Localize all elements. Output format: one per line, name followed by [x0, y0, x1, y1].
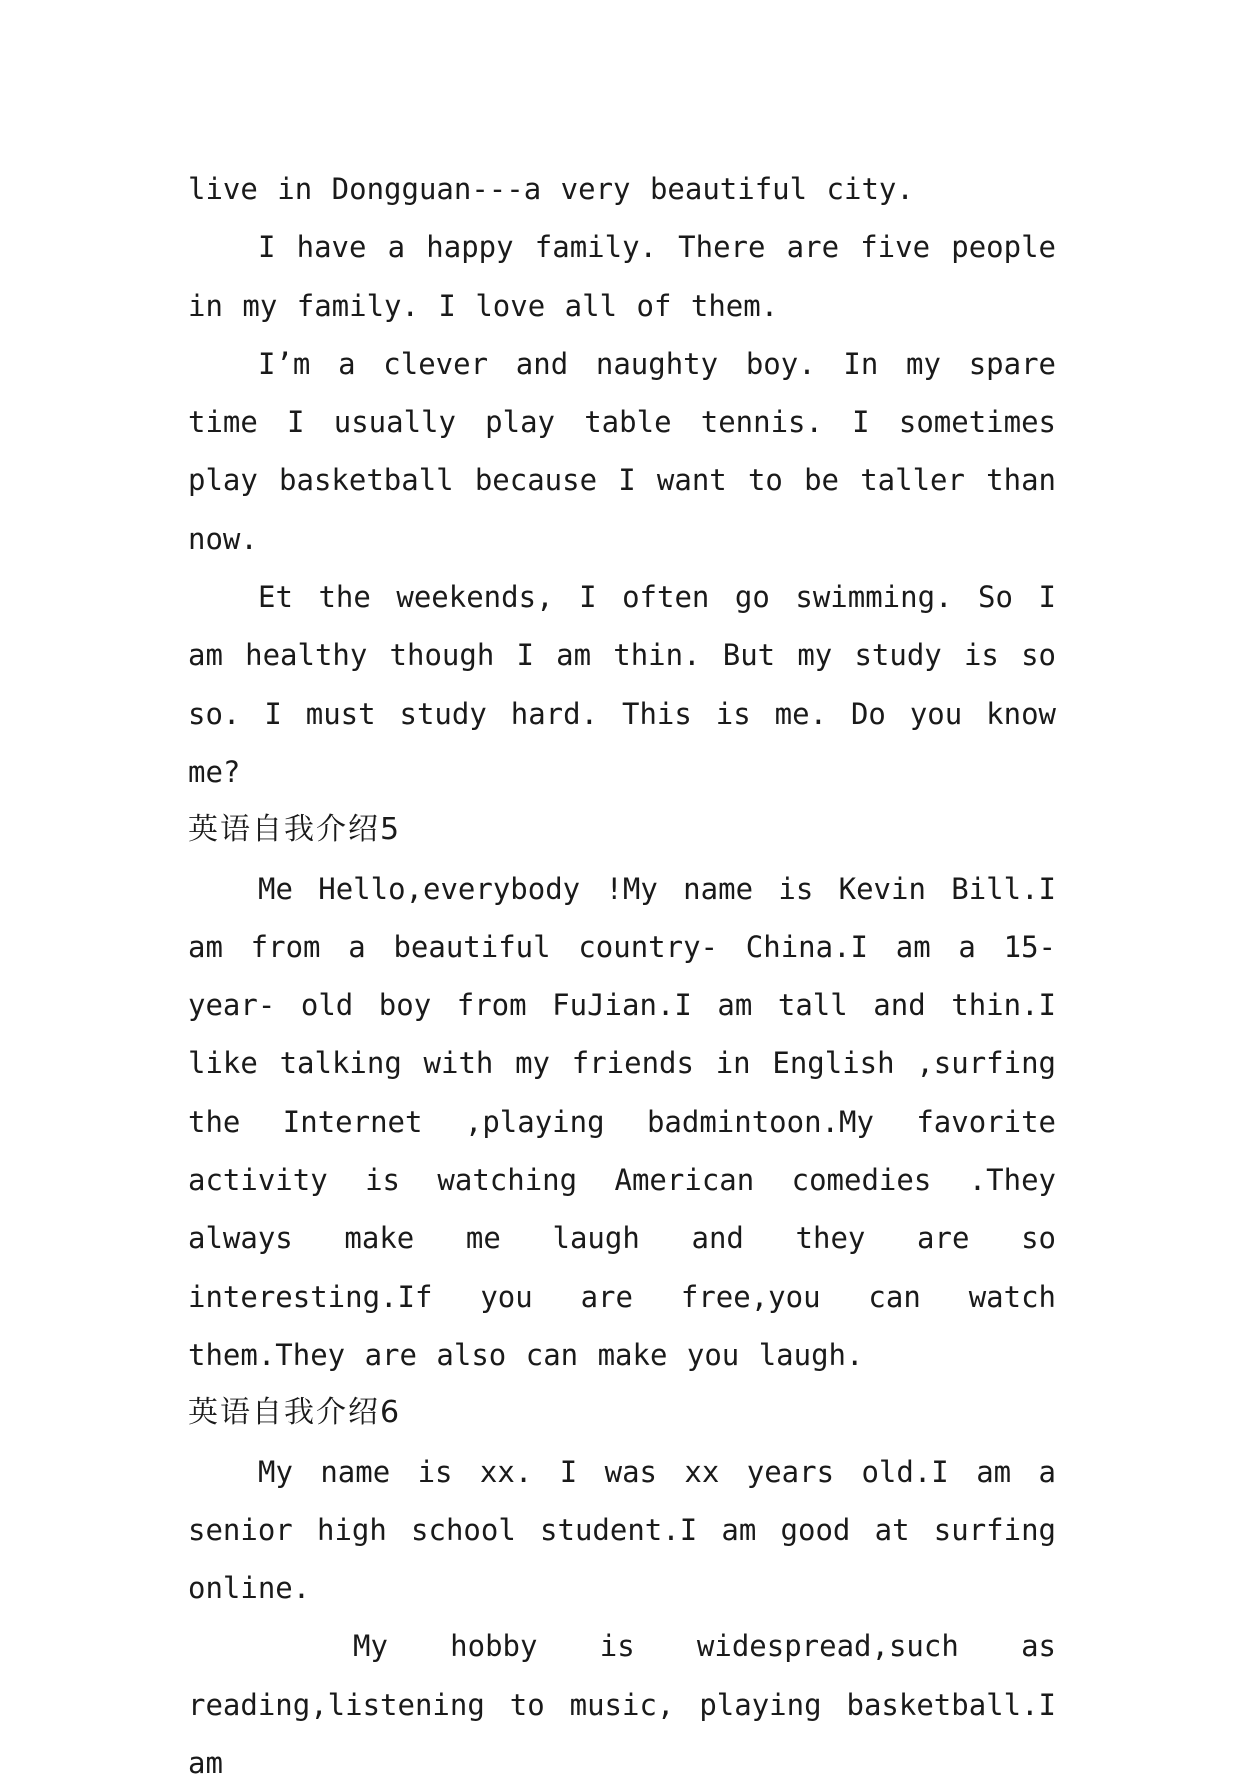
- section-heading-5: 英语自我介绍5: [188, 812, 402, 848]
- paragraph-weekends: Et the weekends, I often go swimming. So I am healthy though I am thin. But my study is so so. I must study hard. This is me. Do you know me?: [188, 580, 1056, 789]
- paragraph-kevin-bill: Me Hello,everybody !My name is Kevin Bill.I am from a beautiful country- China.I am a 15-year- old boy from FuJian.I am tall and thin.I like talking with my friends in English ,surfing the Internet ,playing badmintoon.My favorite activity is watching American comedies .They always make me laugh and they are so interesting.If you are free,you can watch them.They are also can make you laugh.: [188, 871, 1056, 1372]
- section-heading-6: 英语自我介绍6: [188, 1395, 402, 1431]
- paragraph-senior-student: My name is xx. I was xx years old.I am a senior high school student.I am good at surfing online.: [188, 1454, 1056, 1606]
- paragraph-family: I have a happy family. There are five people in my family. I love all of them.: [188, 230, 1056, 323]
- paragraph-hobbies: I’m a clever and naughty boy. In my spare time I usually play table tennis. I sometimes play basketball because I want to be taller than now.: [188, 346, 1056, 556]
- document-body: [188, 160, 1056, 1792]
- paragraph-city: live in Dongguan---a very beautiful city.: [188, 172, 914, 206]
- paragraph-hobby-widespread: My hobby is widespread,such as reading,listening to music, playing basketball.I am: [188, 1629, 1056, 1781]
